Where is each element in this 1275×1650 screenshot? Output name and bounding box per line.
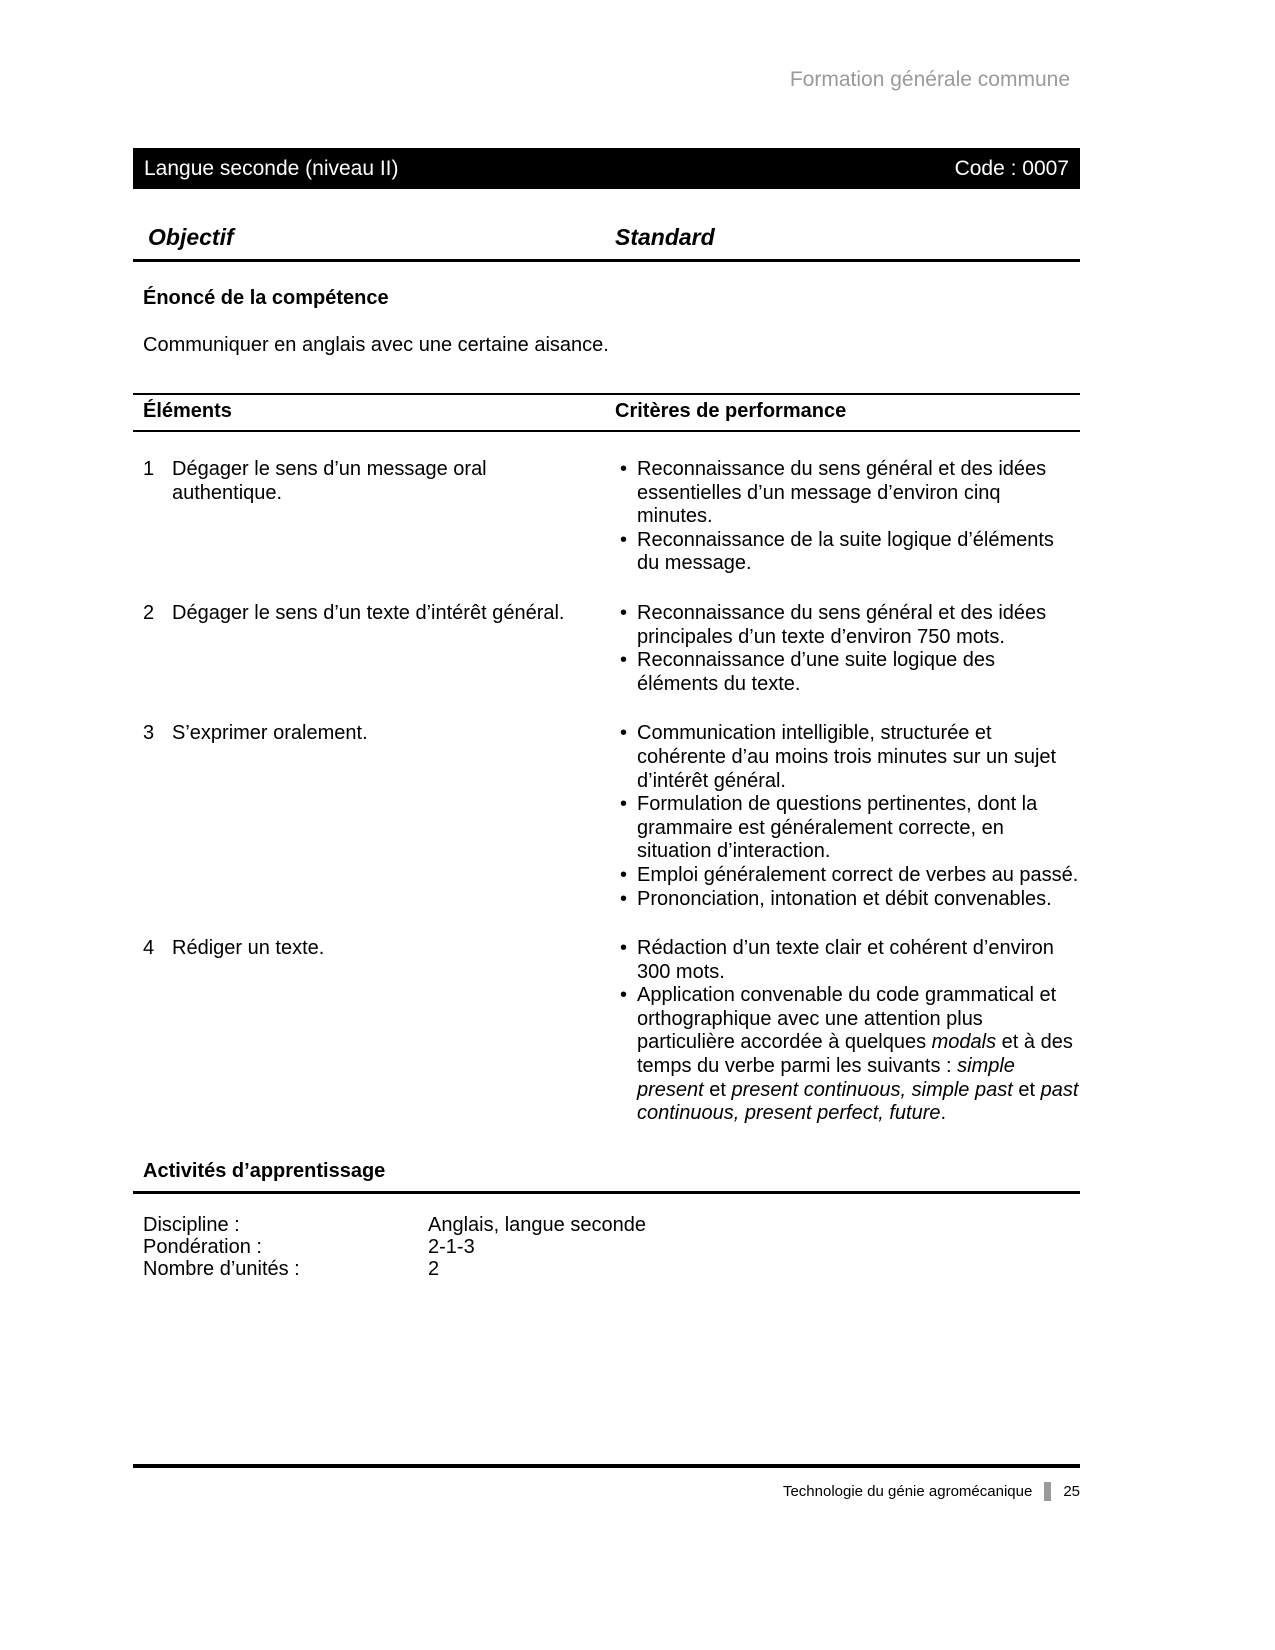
field-value: 2-1-3 [428, 1235, 475, 1258]
element-cell [133, 722, 605, 911]
element-text: Rédiger un texte. [172, 937, 325, 960]
element-text: Dégager le sens d’un message oral authentique. [172, 458, 487, 504]
criterion-item: • Reconnaissance du sens général et des idées essentielles d’un message d’environ cinq minutes. [620, 458, 1080, 529]
elements-column-header: Éléments [143, 400, 232, 422]
element-text: Dégager le sens d’un texte d’intérêt général. [172, 601, 565, 624]
footer-rule [133, 1464, 1080, 1468]
criteria-column-header: Critères de performance [615, 400, 847, 422]
element-number: 4 [143, 937, 155, 960]
element-cell [133, 937, 605, 1126]
competence-heading: Énoncé de la compétence [143, 287, 389, 309]
course-title: Langue seconde (niveau II) [144, 156, 399, 180]
competence-statement: Communiquer en anglais avec une certaine aisance. [143, 334, 609, 356]
criterion-item: • Reconnaissance de la suite logique d’éléments du message. [620, 529, 1080, 576]
course-title-bar [133, 148, 1080, 189]
standard-heading: Standard [615, 224, 715, 250]
element-cell [133, 458, 605, 576]
criterion-item: • Formulation de questions pertinentes, dont la grammaire est généralement correcte, en situation d’interaction. [620, 793, 1080, 864]
criterion-item: • Emploi généralement correct de verbes au passé. [620, 864, 1080, 888]
footer-line [133, 1482, 1080, 1501]
objectif-heading: Objectif [148, 224, 234, 250]
criterion-item: • Reconnaissance du sens général et des idées principales d’un texte d’environ 750 mots. [620, 602, 1080, 649]
criterion-item: • Prononciation, intonation et débit convenables. [620, 888, 1080, 912]
element-row [133, 722, 1080, 911]
criterion-item: • Reconnaissance d’une suite logique des éléments du texte. [620, 649, 1080, 696]
field-value: 2 [428, 1257, 440, 1280]
element-text: S’exprimer oralement. [172, 722, 368, 745]
page-footer [133, 1464, 1080, 1501]
footer-program-title: Technologie du génie agromécanique [782, 1483, 1033, 1500]
criterion-item: • Communication intelligible, structurée et cohérente d’au moins trois minutes sur un sujet d’intérêt général. [620, 722, 1080, 793]
footer-page-number: 25 [1063, 1483, 1080, 1500]
criteria-list [605, 458, 1080, 576]
field-row [143, 1214, 1080, 1236]
criteria-list [605, 602, 1080, 696]
field-label: Pondération : [143, 1235, 262, 1258]
objective-standard-headers [133, 224, 1080, 262]
criterion-item: • Application convenable du code grammatical et orthographique avec une attention plus particulière accordée à quelques modals et à des temps du verbe parmi les suivants : simple present et present continuous, simple past et past continuous, present perfect, future. [620, 984, 1080, 1126]
page-content [133, 68, 1080, 1280]
element-number: 3 [143, 722, 155, 745]
element-row [133, 602, 1080, 696]
activities-fields [133, 1214, 1080, 1280]
activities-heading: Activités d’apprentissage [133, 1160, 1080, 1194]
field-row [143, 1236, 1080, 1258]
element-row [133, 937, 1080, 1126]
running-header: Formation générale commune [789, 68, 1070, 91]
field-label: Nombre d’unités : [143, 1257, 300, 1280]
element-number: 1 [143, 458, 155, 480]
criteria-table-header [133, 393, 1080, 432]
course-code: Code : 0007 [954, 156, 1069, 180]
element-cell [133, 602, 605, 696]
field-row [143, 1258, 1080, 1280]
footer-separator-bar [1044, 1482, 1051, 1501]
criteria-list [605, 722, 1080, 911]
field-label: Discipline : [143, 1213, 240, 1236]
element-number: 2 [143, 601, 155, 624]
element-row [133, 458, 1080, 576]
criterion-item: • Rédaction d’un texte clair et cohérent d’environ 300 mots. [620, 937, 1080, 984]
criteria-list [605, 937, 1080, 1126]
field-value: Anglais, langue seconde [428, 1213, 646, 1236]
